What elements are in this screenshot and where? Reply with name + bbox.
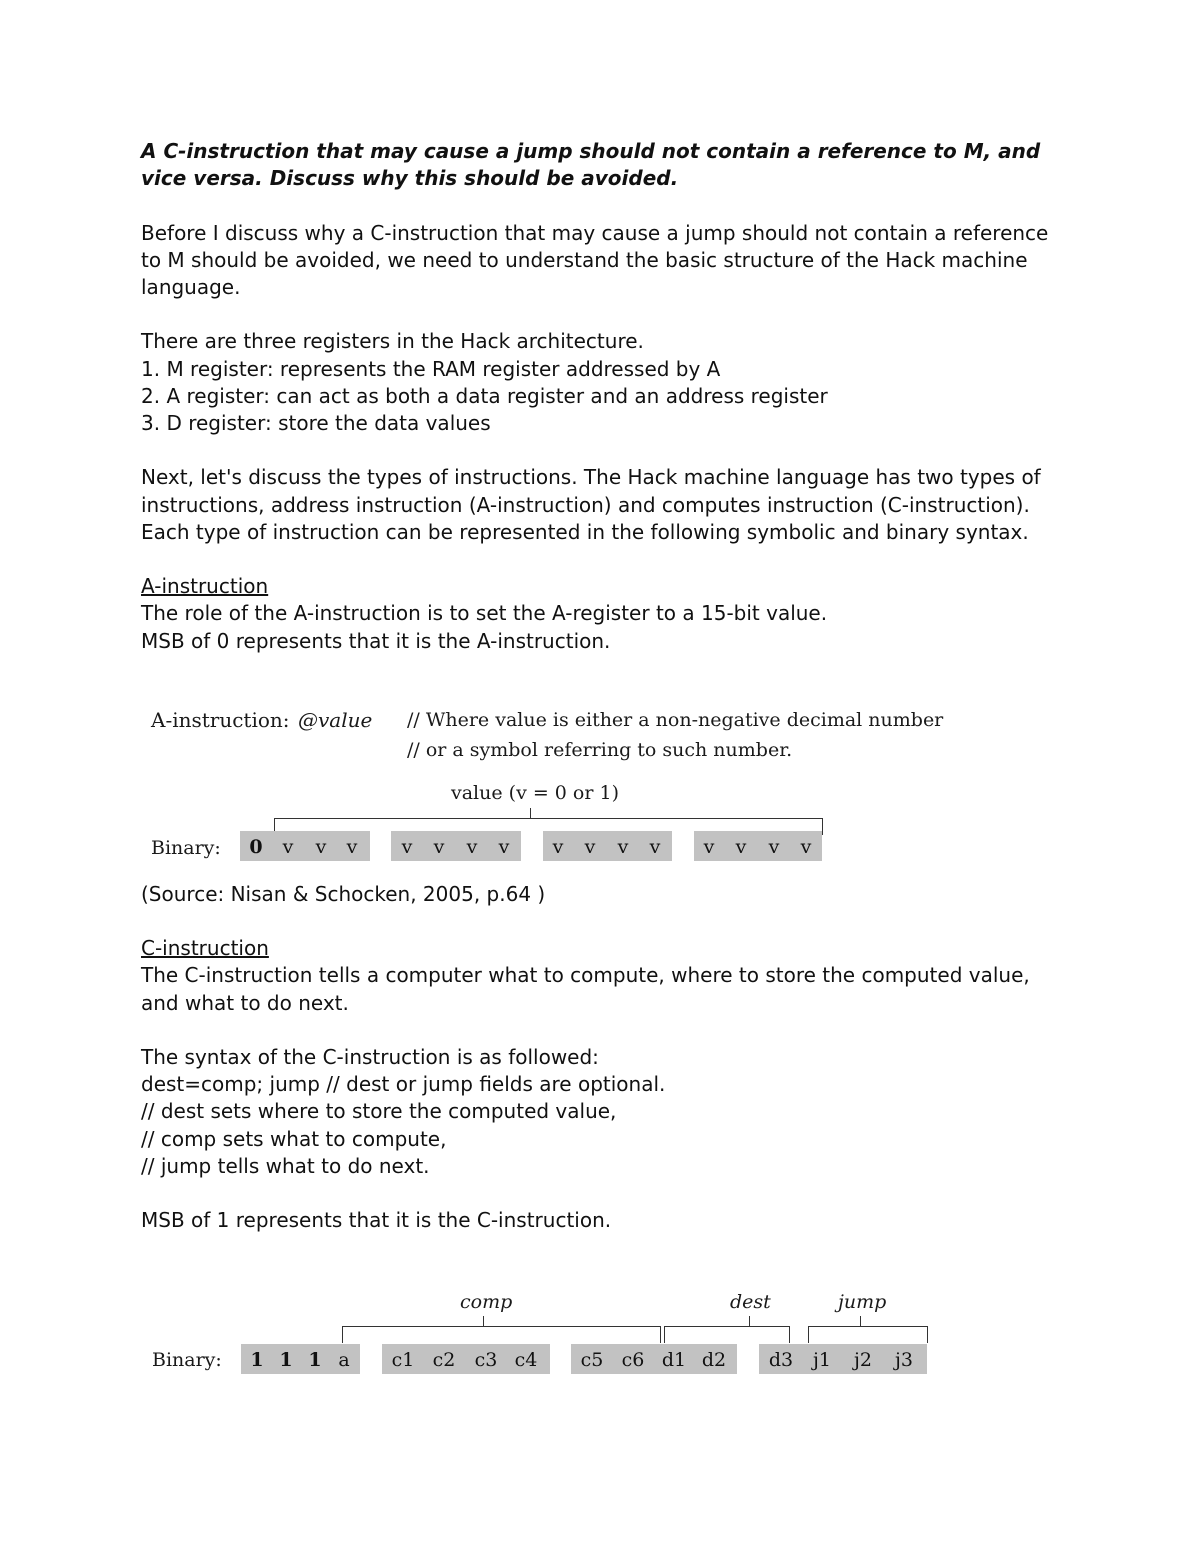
c-bit: c5 — [580, 1349, 604, 1372]
a-bit: v — [552, 835, 564, 858]
c-bit: c6 — [621, 1349, 645, 1372]
a-instruction-title: A-instruction — [141, 574, 269, 599]
c-comp-label: comp — [460, 1291, 513, 1314]
c-bit: j2 — [854, 1349, 872, 1372]
c-comp-bracket-tick — [483, 1316, 484, 1326]
c-bit: c4 — [514, 1349, 538, 1372]
a-bit: v — [649, 835, 661, 858]
a-instruction-figure — [141, 655, 1061, 881]
a-figure-comment-1: // Where value is either a non-negative decimal number — [407, 708, 944, 731]
a-instruction-msb: MSB of 0 represents that it is the A-instruction. — [141, 628, 611, 653]
a-bit: v — [466, 835, 478, 858]
c-dest-bracket — [664, 1326, 790, 1343]
c-syntax-line: // jump tells what to do next. — [141, 1153, 430, 1178]
c-syntax-line: // comp sets what to compute, — [141, 1126, 447, 1151]
register-item-d: 3. D register: store the data values — [141, 411, 491, 435]
intro-paragraph: Before I discuss why a C-instruction that may cause a jump should not contain a reference to M should be avoided, we need to understand the basic structure of the Hack machine language. — [141, 220, 1049, 299]
c-dest-label: dest — [730, 1291, 771, 1314]
a-figure-label: A-instruction: — [151, 707, 290, 732]
a-bit: v — [584, 835, 596, 858]
c-bit: d2 — [701, 1349, 727, 1372]
c-bit: 1 — [308, 1349, 322, 1372]
a-bit: v — [498, 835, 510, 858]
a-bit: v — [768, 835, 780, 858]
c-bit: c3 — [474, 1349, 498, 1372]
c-syntax-line: // dest sets where to store the computed value, — [141, 1099, 617, 1124]
a-bit: v — [315, 835, 327, 858]
a-figure-value-label: value (v = 0 or 1) — [451, 781, 619, 804]
a-bit: v — [282, 835, 294, 858]
register-item-a: 2. A register: can act as both a data register and an address register — [141, 383, 828, 408]
a-figure-symbol: @value — [298, 707, 373, 732]
registers-lead: There are three registers in the Hack architecture. — [141, 329, 644, 354]
a-bit: v — [617, 835, 629, 858]
a-bit: v — [433, 835, 445, 858]
c-dest-bracket-tick — [749, 1316, 750, 1326]
instruction-types-paragraph: Next, let's discuss the types of instructions. The Hack machine language has two types of instructions, address instruction (A-instruction) and computes instruction (C-instruction). Each type of instruction can be represented in the following symbolic and binary syntax. — [141, 465, 1041, 544]
register-item-m: 1. M register: represents the RAM register addressed by A — [141, 356, 721, 381]
c-bit: j1 — [813, 1349, 831, 1372]
a-bit: v — [346, 835, 358, 858]
a-bit: 0 — [249, 835, 263, 858]
c-binary-label: Binary: — [152, 1349, 222, 1372]
a-value-bracket-tick — [530, 808, 531, 818]
a-bit: v — [703, 835, 715, 858]
c-instruction-title: C-instruction — [141, 936, 269, 961]
c-syntax-line: The syntax of the C-instruction is as followed: — [141, 1044, 599, 1069]
c-bit: j3 — [895, 1349, 913, 1372]
a-bit: v — [401, 835, 413, 858]
c-instruction-msb: MSB of 1 represents that it is the C-instruction. — [141, 1208, 612, 1233]
a-figure-source: (Source: Nisan & Schocken, 2005, p.64 ) — [141, 881, 546, 906]
c-comp-bracket — [342, 1326, 661, 1343]
c-bit: a — [338, 1349, 350, 1372]
c-bit: 1 — [250, 1349, 264, 1372]
a-bit: v — [800, 835, 812, 858]
a-instruction-desc: The role of the A-instruction is to set the A-register to a 15-bit value. — [141, 601, 828, 626]
c-bit: d3 — [768, 1349, 794, 1372]
question-heading: A C-instruction that may cause a jump should not contain a reference to M, and vice versa. Discuss why this should be avoided. — [141, 139, 1041, 191]
c-instruction-figure — [141, 1234, 1061, 1384]
c-bit: c1 — [391, 1349, 415, 1372]
c-bit: 1 — [279, 1349, 293, 1372]
c-instruction-desc: The C-instruction tells a computer what to compute, where to store the computed value, and what to do next. — [141, 963, 1030, 1015]
c-bit: d1 — [661, 1349, 687, 1372]
a-figure-comment-2: // or a symbol referring to such number. — [407, 738, 793, 761]
document-page — [141, 138, 1061, 1384]
a-bit: v — [735, 835, 747, 858]
c-jump-bracket-tick — [860, 1316, 861, 1326]
c-jump-bracket — [808, 1326, 928, 1343]
c-bit: c2 — [432, 1349, 456, 1372]
c-syntax-line: dest=comp; jump // dest or jump fields are optional. — [141, 1072, 666, 1097]
c-jump-label: jump — [838, 1291, 887, 1314]
a-binary-label: Binary: — [151, 836, 221, 859]
